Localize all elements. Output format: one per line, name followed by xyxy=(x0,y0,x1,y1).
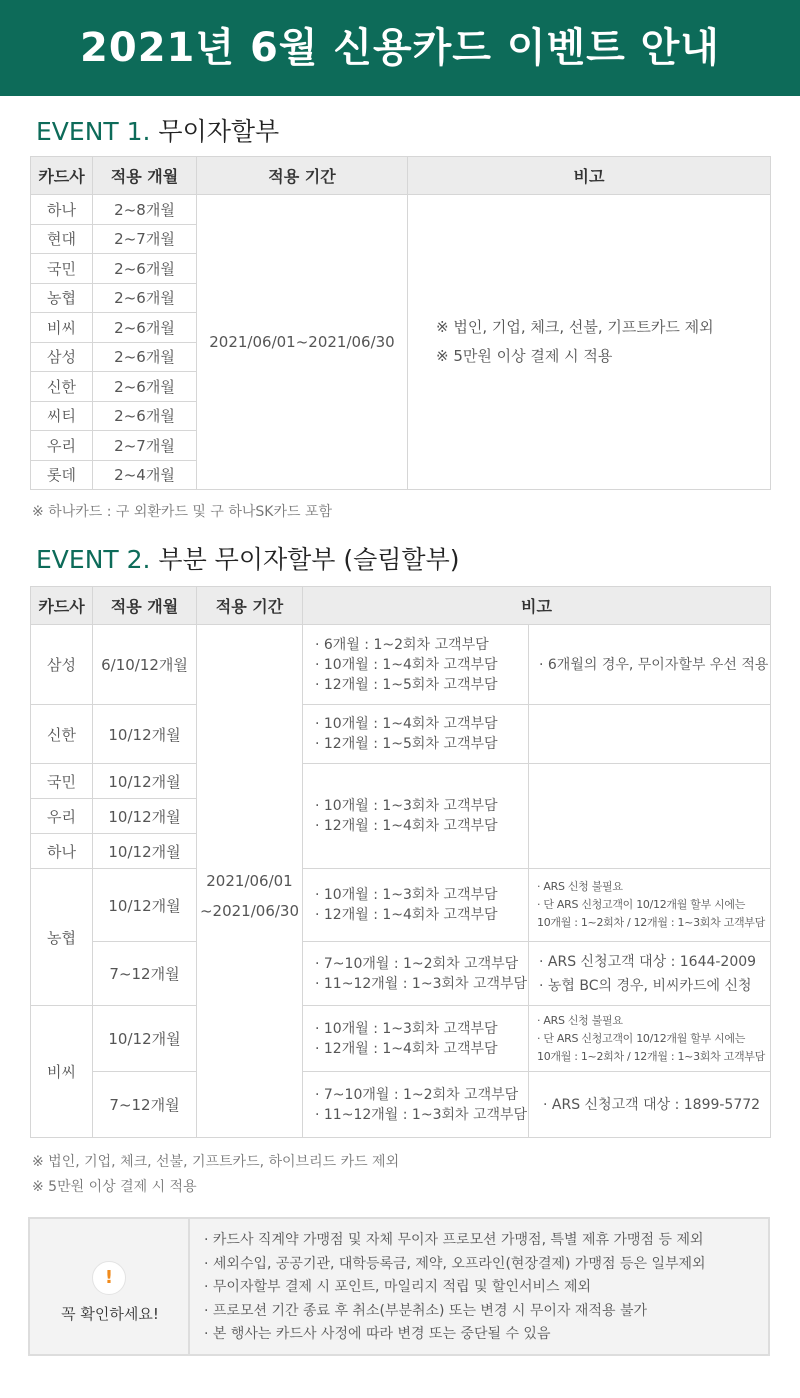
term-line: · 12개월 : 1~5회차 고객부담 xyxy=(315,736,498,752)
col-header-card: 카드사 xyxy=(31,157,93,195)
months: 10/12개월 xyxy=(93,764,197,799)
term-line: · 11~12개월 : 1~3회차 고객부담 xyxy=(315,1106,528,1123)
terms xyxy=(303,764,529,869)
months: 2~6개월 xyxy=(93,401,197,431)
card-name: 현대 xyxy=(31,224,93,254)
table-row xyxy=(31,625,771,705)
months: 6/10/12개월 xyxy=(93,625,197,705)
table-row xyxy=(31,1072,771,1138)
term-line: · 10개월 : 1~3회차 고객부담 xyxy=(315,887,498,903)
remark-line: ※ 5만원 이상 결제 시 적용 xyxy=(436,347,613,365)
term-line: · 7~10개월 : 1~2회차 고객부담 xyxy=(315,955,519,972)
event2-title xyxy=(36,540,459,576)
note xyxy=(529,869,771,942)
table-row xyxy=(31,195,771,225)
period xyxy=(197,625,303,1138)
terms xyxy=(303,705,529,764)
period-start: 2021/06/01 xyxy=(206,872,293,890)
list-item: · 카드사 직계약 가맹점 및 자체 무이자 프로모션 가맹점, 특별 제휴 가맹점 등 제외 xyxy=(204,1232,704,1248)
table-header-row xyxy=(31,157,771,195)
card-name: 하나 xyxy=(31,834,93,869)
exclamation-icon: ! xyxy=(92,1261,126,1295)
months: 2~6개월 xyxy=(93,283,197,313)
table-row xyxy=(31,869,771,942)
note xyxy=(529,1006,771,1072)
note-line: 10개월 : 1~2회차 / 12개월 : 1~3회차 고객부담 xyxy=(537,1049,765,1063)
note-empty xyxy=(529,764,771,869)
note xyxy=(529,942,771,1006)
card-name: 비씨 xyxy=(31,313,93,343)
page-header xyxy=(0,0,800,96)
terms xyxy=(303,942,529,1006)
months: 10/12개월 xyxy=(93,705,197,764)
term-line: · 12개월 : 1~4회차 고객부담 xyxy=(315,907,498,923)
col-header-remarks: 비고 xyxy=(303,587,771,625)
list-item: · 무이자할부 결제 시 포인트, 마일리지 적립 및 할인서비스 제외 xyxy=(204,1279,592,1295)
col-header-period: 적용 기간 xyxy=(197,157,408,195)
note-line: · 단 ARS 신청고객이 10/12개월 할부 시에는 xyxy=(537,1031,746,1045)
term-line: · 11~12개월 : 1~3회차 고객부담 xyxy=(315,975,528,992)
term-line: · 12개월 : 1~5회차 고객부담 xyxy=(315,676,498,693)
card-name: 국민 xyxy=(31,764,93,799)
event2-table xyxy=(30,586,771,1138)
notice-box xyxy=(28,1217,770,1356)
event2-footnote: ※ 법인, 기업, 체크, 선불, 기프트카드, 하이브리드 카드 제외 xyxy=(32,1154,400,1170)
months: 2~7개월 xyxy=(93,224,197,254)
table-header-row xyxy=(31,587,771,625)
months: 10/12개월 xyxy=(93,1006,197,1072)
event2-footnote: ※ 5만원 이상 결제 시 적용 xyxy=(32,1179,197,1195)
note-line: 10개월 : 1~2회차 / 12개월 : 1~3회차 고객부담 xyxy=(537,916,765,929)
list-item: · 세외수입, 공공기관, 대학등록금, 제약, 오프라인(현장결제) 가맹점 등은 일부제외 xyxy=(204,1255,706,1272)
note-empty xyxy=(529,705,771,764)
period: 2021/06/01~2021/06/30 xyxy=(197,195,408,490)
col-header-remarks: 비고 xyxy=(408,157,771,195)
note-line: · 단 ARS 신청고객이 10/12개월 할부 시에는 xyxy=(537,898,746,911)
term-line: · 6개월 : 1~2회차 고객부담 xyxy=(315,636,489,653)
event1-footnote: ※ 하나카드 : 구 외환카드 및 구 하나SK카드 포함 xyxy=(32,504,333,520)
event2-label: EVENT 2. xyxy=(36,545,151,574)
notice-title: 꼭 확인하세요! xyxy=(61,1305,159,1323)
term-line: · 12개월 : 1~4회차 고객부담 xyxy=(315,1040,498,1057)
page-title: 2021년 6월 신용카드 이벤트 안내 xyxy=(80,25,720,71)
card-name: 롯데 xyxy=(31,460,93,490)
event1-name: 무이자할부 xyxy=(158,117,280,146)
terms xyxy=(303,869,529,942)
note: · 6개월의 경우, 무이자할부 우선 적용 xyxy=(529,625,771,705)
card-name: 국민 xyxy=(31,254,93,284)
card-name: 비씨 xyxy=(31,1006,93,1138)
event1-title xyxy=(36,112,279,148)
term-line: · 10개월 : 1~3회차 고객부담 xyxy=(315,1020,498,1037)
table-row xyxy=(31,705,771,764)
col-header-period: 적용 기간 xyxy=(197,587,303,625)
term-line: · 10개월 : 1~4회차 고객부담 xyxy=(315,656,498,673)
card-name: 농협 xyxy=(31,283,93,313)
months: 7~12개월 xyxy=(93,942,197,1006)
card-name: 삼성 xyxy=(31,342,93,372)
card-name: 신한 xyxy=(31,372,93,402)
event1-table xyxy=(30,156,771,490)
notice-header xyxy=(30,1219,190,1354)
card-name: 씨티 xyxy=(31,401,93,431)
term-line: · 10개월 : 1~3회차 고객부담 xyxy=(315,798,498,814)
card-name: 농협 xyxy=(31,869,93,1006)
table-row xyxy=(31,1006,771,1072)
months: 2~6개월 xyxy=(93,313,197,343)
col-header-months: 적용 개월 xyxy=(93,587,197,625)
months: 10/12개월 xyxy=(93,834,197,869)
terms xyxy=(303,1072,529,1138)
card-name: 우리 xyxy=(31,799,93,834)
card-name: 우리 xyxy=(31,431,93,461)
months: 2~4개월 xyxy=(93,460,197,490)
months: 2~6개월 xyxy=(93,342,197,372)
list-item: · 본 행사는 카드사 사정에 따라 변경 또는 중단될 수 있음 xyxy=(204,1326,551,1342)
months: 2~6개월 xyxy=(93,254,197,284)
remarks xyxy=(408,195,771,490)
table-row xyxy=(31,942,771,1006)
terms xyxy=(303,625,529,705)
notice-list xyxy=(204,1229,706,1347)
remark-line: ※ 법인, 기업, 체크, 선불, 기프트카드 제외 xyxy=(436,318,714,336)
months: 2~6개월 xyxy=(93,372,197,402)
months: 10/12개월 xyxy=(93,869,197,942)
months: 7~12개월 xyxy=(93,1072,197,1138)
months: 2~8개월 xyxy=(93,195,197,225)
card-name: 하나 xyxy=(31,195,93,225)
months: 10/12개월 xyxy=(93,799,197,834)
terms xyxy=(303,1006,529,1072)
note: · ARS 신청고객 대상 : 1899-5772 xyxy=(529,1072,771,1138)
note-line: · ARS 신청고객 대상 : 1644-2009 xyxy=(539,953,757,970)
term-line: · 7~10개월 : 1~2회차 고객부담 xyxy=(315,1086,519,1103)
note-line: · 농협 BC의 경우, 비씨카드에 신청 xyxy=(539,977,752,994)
term-line: · 10개월 : 1~4회차 고객부담 xyxy=(315,716,498,732)
term-line: · 12개월 : 1~4회차 고객부담 xyxy=(315,818,498,834)
period-end: ~2021/06/30 xyxy=(199,902,300,920)
months: 2~7개월 xyxy=(93,431,197,461)
event1-label: EVENT 1. xyxy=(36,117,151,146)
col-header-months: 적용 개월 xyxy=(93,157,197,195)
card-name: 신한 xyxy=(31,705,93,764)
table-row xyxy=(31,764,771,799)
event2-name: 부분 무이자할부 (슬림할부) xyxy=(158,545,460,574)
card-name: 삼성 xyxy=(31,625,93,705)
list-item: · 프로모션 기간 종료 후 취소(부분취소) 또는 변경 시 무이자 재적용 불가 xyxy=(204,1302,647,1319)
note-line: · ARS 신청 불필요 xyxy=(537,1013,623,1027)
note-line: · ARS 신청 불필요 xyxy=(537,880,623,893)
col-header-card: 카드사 xyxy=(31,587,93,625)
